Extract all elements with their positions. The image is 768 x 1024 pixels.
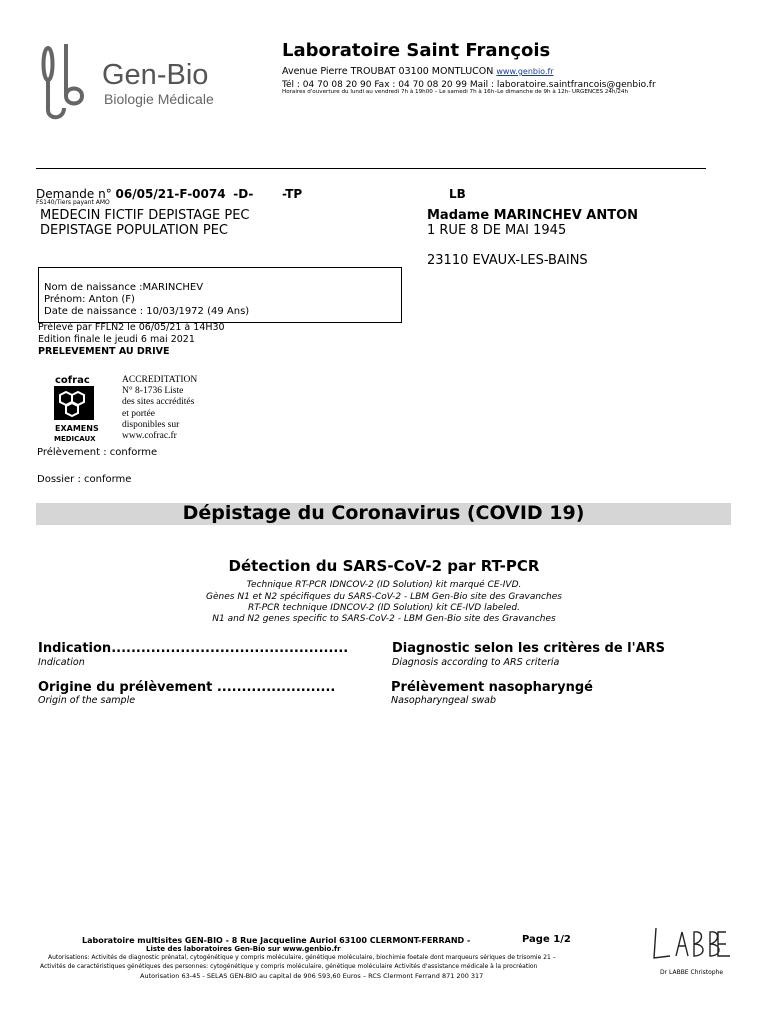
lab-address xyxy=(282,66,554,77)
logo-brand: Gen-Bio xyxy=(102,59,209,91)
technique-line-1: Technique RT-PCR IDNCOV-2 (ID Solution) kit marqué CE-IVD. xyxy=(246,580,522,590)
signer-name: Dr LABBE Christophe xyxy=(660,969,724,976)
technique-line-3: RT-PCR technique IDNCOV-2 (ID Solution) kit CE-IVD labeled. xyxy=(248,603,520,613)
footer-lab-address: Laboratoire multisites GEN-BIO - 8 Rue Jacqueline Auriol 63100 CLERMONT-FERRAND - xyxy=(82,936,471,945)
drive-label: PRELEVEMENT AU DRIVE xyxy=(38,346,170,357)
patient-name: Madame MARINCHEV ANTON xyxy=(427,208,639,223)
request-suffix-tp: -TP xyxy=(282,187,303,201)
footer-authorisations-2: Activités de caractéristiques génétiques des personnes: cytogénétique y compris moléculaire, génétique moléculaire Activités d'assistance médicale à la procréation xyxy=(40,963,538,970)
footer-lab-list: Liste des laboratoires Gen-Bio sur www.genbio.fr xyxy=(146,945,341,953)
origin-translation: Origin of the sample xyxy=(38,695,136,706)
patient-birth-name: Nom de naissance :MARINCHEV xyxy=(44,282,204,293)
cofrac-word: cofrac xyxy=(55,375,90,386)
origin-label: Origine du prélèvement ........................ xyxy=(38,680,336,695)
lab-name: Laboratoire Saint François xyxy=(282,40,551,61)
patient-birth-date: Date de naissance : 10/03/1972 (49 Ans) xyxy=(44,306,250,317)
patient-city: 23110 EVAUX-LES-BAINS xyxy=(427,253,588,268)
origin-value: Prélèvement nasopharyngé xyxy=(391,680,593,695)
header-divider xyxy=(36,168,706,169)
request-suffix-d: -D- xyxy=(233,187,254,201)
lab-website-link[interactable]: www.genbio.fr xyxy=(496,67,554,76)
accreditation-line: ACCREDITATION xyxy=(122,375,198,385)
patient-street: 1 RUE 8 DE MAI 1945 xyxy=(427,223,567,238)
accreditation-line: et portée xyxy=(122,408,155,419)
file-status: Dossier : conforme xyxy=(37,474,132,485)
accreditation-line: www.cofrac.fr xyxy=(122,431,177,442)
edition-date: Edition finale le jeudi 6 mai 2021 xyxy=(38,334,195,345)
accreditation-text xyxy=(122,375,197,442)
section-title: Dépistage du Coronavirus (COVID 19) xyxy=(182,502,585,524)
logo-tagline: Biologie Médicale xyxy=(104,91,214,107)
technique-line-4: N1 and N2 genes specific to SARS-CoV-2 - LBM Gen-Bio site des Gravanches xyxy=(212,614,556,624)
accreditation-line: disponibles sur xyxy=(122,419,180,430)
accreditation-line: N° 8-1736 Liste xyxy=(122,386,184,397)
footer-authorisations-3: Autorisation 63-45 - SELAS GEN-BIO au capital de 906 593,60 Euros – RCS Clermont Ferrand 871 200 317 xyxy=(140,972,484,980)
signature xyxy=(648,922,736,966)
indication-value: Diagnostic selon les critères de l'ARS xyxy=(392,641,666,656)
gen-bio-logo xyxy=(40,40,240,120)
sample-status: Prélèvement : conforme xyxy=(37,447,158,458)
indication-label: Indication................................................ xyxy=(38,641,349,656)
request-label: Demande n° xyxy=(36,187,112,201)
accreditation-line: des sites accrédités xyxy=(122,397,195,408)
indication-value-translation: Diagnosis according to ARS criteria xyxy=(392,657,560,668)
prescriber-line-2: DEPISTAGE POPULATION PEC xyxy=(40,223,229,238)
test-title: Détection du SARS-CoV-2 par RT-PCR xyxy=(228,557,540,575)
cofrac-caption-2: MEDICAUX xyxy=(54,435,96,443)
indication-translation: Indication xyxy=(38,657,85,668)
lab-contacts: Tél : 04 70 08 20 90 Fax : 04 70 08 20 99 Mail : laboratoire.saintfrancois@genbio.fr xyxy=(282,80,656,90)
footer-authorisations-1: Autorisations: Activités de diagnostic prénatal, cytogénétique y compris moléculaire, génétique moléculaire, biochimie foetale dont marqueurs sériques de trisomie 21 – xyxy=(48,954,556,961)
prescriber-line-1: MEDECIN FICTIF DEPISTAGE PEC xyxy=(40,208,250,223)
cofrac-logo xyxy=(54,372,99,444)
sampling-info: Prélevé par FFLN2 le 06/05/21 à 14H30 xyxy=(38,322,225,333)
cofrac-caption-1: EXAMENS xyxy=(55,424,99,433)
lab-hours: Horaires d'ouverture du lundi au vendredi 7h à 19h00 – Le samedi 7h à 16h–Le dimanche de 9h à 12h- URGENCES 24h/24h xyxy=(282,89,629,95)
patient-first-name: Prénom: Anton (F) xyxy=(44,294,135,305)
request-lb: LB xyxy=(449,187,466,201)
payer-note: FS140/Tiers payant AMO xyxy=(36,199,110,206)
page-number: Page 1/2 xyxy=(522,934,571,945)
request-id: 06/05/21-F-0074 xyxy=(115,187,226,201)
lab-street: Avenue Pierre TROUBAT 03100 MONTLUCON xyxy=(282,66,494,77)
origin-value-translation: Nasopharyngeal swab xyxy=(391,695,497,706)
technique-line-2: Gènes N1 et N2 spécifiques du SARS-CoV-2 - LBM Gen-Bio site des Gravanches xyxy=(206,592,562,602)
